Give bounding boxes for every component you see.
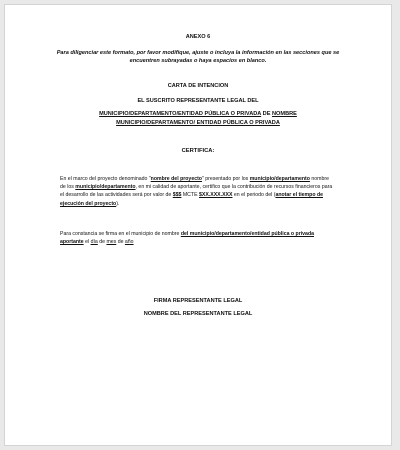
para1-text-5: MCTE <box>181 192 199 199</box>
para1-text-7: ). <box>116 200 120 207</box>
para2-text-1: Para constancia se firma en el municipio de nombre <box>60 231 181 237</box>
day-field: día <box>90 239 98 246</box>
instructions-text: Para diligenciar este formato, por favor modifique, ajuste o incluya la información en las secciones que se encuentren subrayadas o haya espacios en blanco. <box>56 50 340 65</box>
letter-title: CARTA DE INTENCION <box>167 83 229 89</box>
municipality-field-2: municipio/departamento <box>75 184 136 191</box>
project-name-field: nombre del proyecto <box>150 176 202 182</box>
para2-text-4: de <box>116 239 125 246</box>
entity-name: NOMBRE MUNICIPIO/DEPARTAMENTO/ ENTIDAD PÚBLICA O PRIVADA <box>116 111 297 126</box>
para1-text-3: nombre de los <box>60 176 329 191</box>
contribution-paragraph <box>60 175 333 208</box>
document-page <box>4 4 392 446</box>
annex-title: ANEXO 6 <box>185 34 211 40</box>
para1-text-6: en el periodo del ( <box>232 192 276 199</box>
signature-label: FIRMA REPRESENTANTE LEGAL <box>153 298 243 304</box>
amount-field: $XX.XXX.XXX <box>199 192 233 199</box>
month-field: mes <box>106 239 117 246</box>
signing-entity-field: del municipio/departamento/entidad pública o privada aportante <box>60 231 314 246</box>
para1-text-4: , en mi calidad de aportante, certifico que la contribución de recursos financieros para el desarrollo de las actividades será por valor de <box>60 184 333 199</box>
entity-heading <box>65 110 331 127</box>
certifica-heading: CERTIFICA: <box>181 148 215 154</box>
legal-rep-name-label: NOMBRE DEL REPRESENTANTE LEGAL <box>143 311 253 317</box>
municipality-field-1: municipio/departamento <box>249 176 310 182</box>
entity-type: MUNICIPIO/DEPARTAMENTO/ENTIDAD PÚBLICA O PRIVADA <box>99 111 262 117</box>
para1-text-2: " presentado por los <box>201 176 250 182</box>
period-field: anotar el tiempo de ejecución del proyecto <box>60 192 323 207</box>
para1-text-1: En el marco del proyecto denominado " <box>60 176 151 182</box>
para2-text-3: de <box>97 239 107 246</box>
year-field: año <box>124 239 134 246</box>
para2-text-2: el <box>83 239 91 246</box>
entity-connector: DE <box>261 111 273 117</box>
signer-intro: EL SUSCRITO REPRESENTANTE LEGAL DEL <box>137 98 259 104</box>
signing-paragraph <box>60 230 333 246</box>
amount-symbol-field: $$$ <box>172 192 182 199</box>
